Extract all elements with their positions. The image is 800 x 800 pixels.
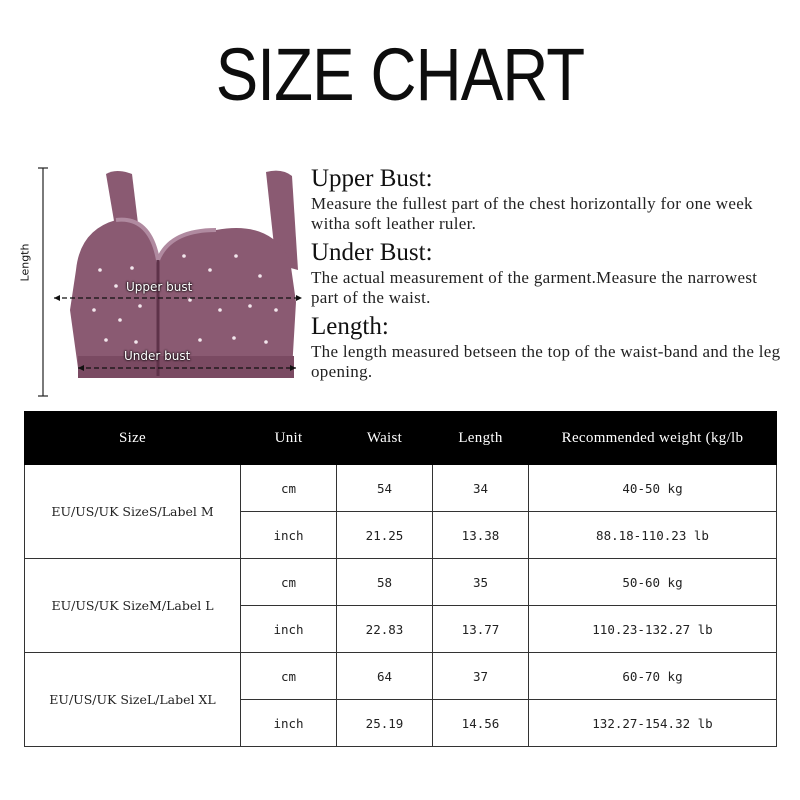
description-text: The length measured betseen the top of the waist-band and the leg opening. (311, 342, 781, 381)
description-heading: Length: (311, 313, 389, 340)
upper-bust-label: Upper bust (126, 280, 193, 294)
size-cell: EU/US/UK SizeM/Label L (25, 559, 241, 653)
header-size: Size (25, 412, 241, 465)
table-row (25, 653, 777, 700)
header-waist: Waist (337, 412, 433, 465)
unit-cell: inch (241, 700, 337, 747)
table-row (25, 465, 777, 512)
under-bust-label: Under bust (124, 349, 191, 363)
length-cell: 37 (433, 653, 529, 700)
length-description (311, 312, 786, 382)
unit-cell: cm (241, 465, 337, 512)
waist-cell: 22.83 (337, 606, 433, 653)
upper-bust-description (311, 164, 786, 234)
size-table (24, 411, 777, 747)
page-title: SIZE CHART (215, 33, 585, 116)
length-cell: 13.38 (433, 512, 529, 559)
under-bust-description (311, 238, 786, 308)
description-text: The actual measurement of the garment.Measure the narrowest part of the waist. (311, 268, 758, 307)
waist-cell: 21.25 (337, 512, 433, 559)
weight-cell: 110.23-132.27 lb (529, 606, 777, 653)
unit-cell: inch (241, 606, 337, 653)
waist-cell: 64 (337, 653, 433, 700)
description-text: Measure the fullest part of the chest horizontally for one week witha soft leather ruler. (311, 194, 753, 233)
length-cell: 13.77 (433, 606, 529, 653)
header-length: Length (433, 412, 529, 465)
garment-diagram (20, 160, 310, 400)
length-cell: 14.56 (433, 700, 529, 747)
description-heading: Under Bust: (311, 239, 433, 266)
description-heading: Upper Bust: (311, 165, 433, 192)
table-row (25, 559, 777, 606)
header-weight: Recommended weight (kg/lb (529, 412, 777, 465)
waist-cell: 54 (337, 465, 433, 512)
weight-cell: 40-50 kg (529, 465, 777, 512)
measurement-descriptions (311, 164, 786, 386)
table-header-row (25, 412, 777, 465)
length-dimension-line (38, 168, 48, 396)
unit-cell: inch (241, 512, 337, 559)
size-cell: EU/US/UK SizeS/Label M (25, 465, 241, 559)
length-cell: 34 (433, 465, 529, 512)
weight-cell: 60-70 kg (529, 653, 777, 700)
unit-cell: cm (241, 653, 337, 700)
waist-cell: 25.19 (337, 700, 433, 747)
header-unit: Unit (241, 412, 337, 465)
weight-cell: 50-60 kg (529, 559, 777, 606)
weight-cell: 88.18-110.23 lb (529, 512, 777, 559)
waist-cell: 58 (337, 559, 433, 606)
length-cell: 35 (433, 559, 529, 606)
length-label: Length (18, 243, 32, 282)
size-cell: EU/US/UK SizeL/Label XL (25, 653, 241, 747)
weight-cell: 132.27-154.32 lb (529, 700, 777, 747)
unit-cell: cm (241, 559, 337, 606)
